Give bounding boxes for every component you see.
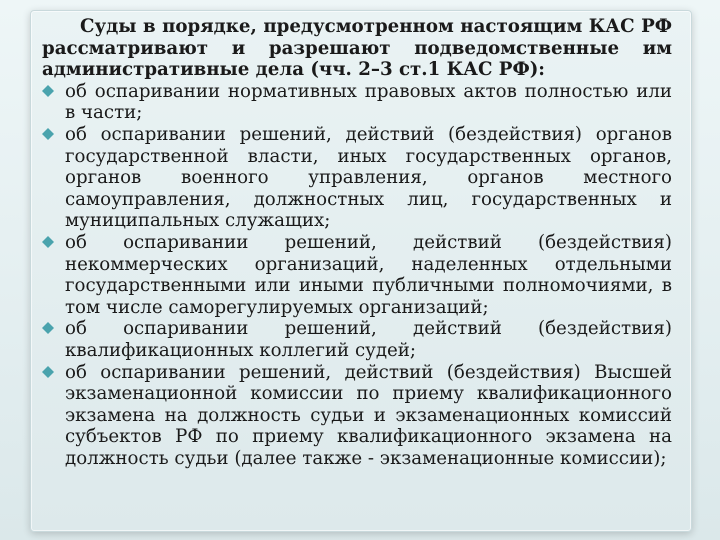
teal-diamond-bullet-icon xyxy=(42,366,54,378)
list-item xyxy=(42,81,672,124)
list-item-text: об оспаривании решений, действий (бездействия) органов государственной власти, иных государственных органов, органов военного управления, органов местного самоуправления, должностных лиц, государственных и муниципальных служащих; xyxy=(65,123,672,232)
list-item-text: об оспаривании решений, действий (бездействия) Высшей экзаменационной комиссии по приему квалификационного экзамена на должность судьи и экзаменационных комиссий субъектов РФ по приему квалификационного экзамена на должность судьи (далее также - экзаменационные комиссии); xyxy=(65,361,672,469)
teal-diamond-bullet-icon xyxy=(42,236,54,248)
intro-paragraph: Суды в порядке, предусмотренном настоящим КАС РФ рассматривают и разрешают подведомственные им административные дела (чч. 2–3 ст.1 КАС РФ): xyxy=(42,16,672,81)
case-type-list xyxy=(42,81,672,470)
list-item-text: об оспаривании решений, действий (бездействия) квалификационных коллегий судей; xyxy=(65,318,672,361)
teal-diamond-bullet-icon xyxy=(42,322,54,334)
teal-diamond-bullet-icon xyxy=(42,85,54,97)
list-item-text: об оспаривании решений, действий (бездействия) некоммерческих организаций, наделенных отдельными государственными или иными публичными полномочиями, в том числе саморегулируемых организаций; xyxy=(65,231,672,318)
list-item xyxy=(42,362,672,470)
list-item xyxy=(42,318,672,361)
teal-diamond-bullet-icon xyxy=(42,128,54,140)
list-item-text: об оспаривании нормативных правовых актов полностью или в части; xyxy=(65,80,672,124)
list-item xyxy=(42,232,672,318)
slide-text xyxy=(42,16,672,469)
list-item xyxy=(42,124,672,232)
